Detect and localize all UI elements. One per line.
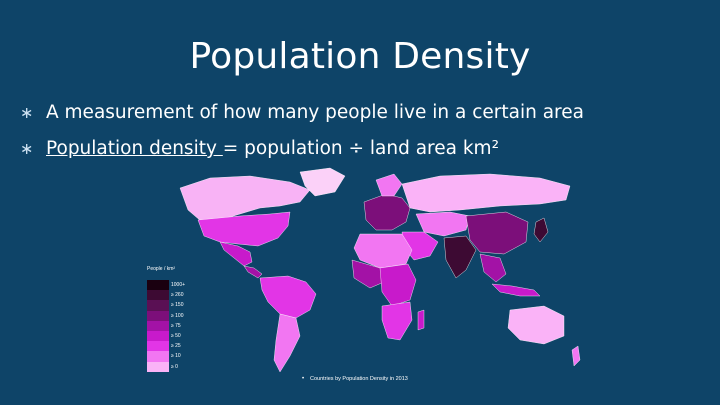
legend-title: People / km²: [147, 266, 176, 272]
legend-label: ≥ 0: [171, 363, 178, 370]
legend-label: ≥ 260: [171, 292, 184, 299]
map-region-russia: [402, 174, 570, 212]
map-region-south-america-north: [260, 276, 316, 318]
map-region-southern-africa: [382, 302, 412, 340]
world-map: [140, 160, 600, 400]
bullet-item: [18, 100, 584, 136]
map-region-southeast-asia: [480, 254, 506, 282]
map-region-mexico: [220, 242, 252, 266]
map-region-china: [466, 212, 528, 254]
legend-item: [147, 290, 197, 300]
legend-items: [147, 280, 197, 372]
bullet-text: A measurement of how many people live in a certain area: [46, 102, 584, 123]
legend-label: ≥ 75: [171, 322, 181, 329]
legend-item: [147, 311, 197, 321]
legend-swatch: [147, 362, 169, 372]
legend-item: [147, 362, 197, 372]
legend-swatch: [147, 311, 169, 321]
legend-label: ≥ 100: [171, 312, 184, 319]
legend-label: ≥ 25: [171, 343, 181, 350]
bullet-star-icon: ∗: [20, 103, 34, 122]
formula-text: = population ÷ land area km²: [222, 138, 499, 159]
legend-swatch: [147, 321, 169, 331]
map-region-scandinavia: [376, 174, 402, 196]
map-region-japan: [534, 218, 548, 242]
legend-swatch: [147, 351, 169, 361]
legend-swatch: [147, 280, 169, 290]
legend-swatch: [147, 341, 169, 351]
map-caption: Countries by Population Density in 2013: [310, 376, 408, 382]
legend-swatch: [147, 331, 169, 341]
map-region-central-america: [244, 266, 262, 278]
bullet-star-icon: ∗: [20, 139, 34, 158]
map-region-central-africa: [380, 264, 416, 306]
map-region-indonesia: [492, 284, 540, 296]
map-region-new-zealand: [572, 346, 580, 366]
legend-label: ≥ 10: [171, 353, 181, 360]
map-region-canada: [180, 176, 310, 222]
legend-item: [147, 351, 197, 361]
legend-label: ≥ 50: [171, 332, 181, 339]
map-legend: [147, 266, 197, 372]
legend-item: [147, 341, 197, 351]
map-region-europe: [364, 194, 410, 230]
legend-item: [147, 321, 197, 331]
map-region-australia: [508, 306, 564, 344]
legend-item: [147, 300, 197, 310]
map-region-india: [444, 236, 476, 278]
legend-item: [147, 331, 197, 341]
legend-label: ≥ 150: [171, 302, 184, 309]
caption-bullet: •: [302, 376, 305, 382]
map-region-south-america-south: [274, 314, 300, 372]
legend-swatch: [147, 290, 169, 300]
legend-item: [147, 280, 197, 290]
map-region-madagascar: [418, 310, 424, 330]
term-population-density: Population density: [46, 138, 223, 159]
legend-label: 1000+: [171, 282, 186, 288]
legend-swatch: [147, 300, 169, 310]
slide-title: Population Density: [189, 36, 531, 77]
